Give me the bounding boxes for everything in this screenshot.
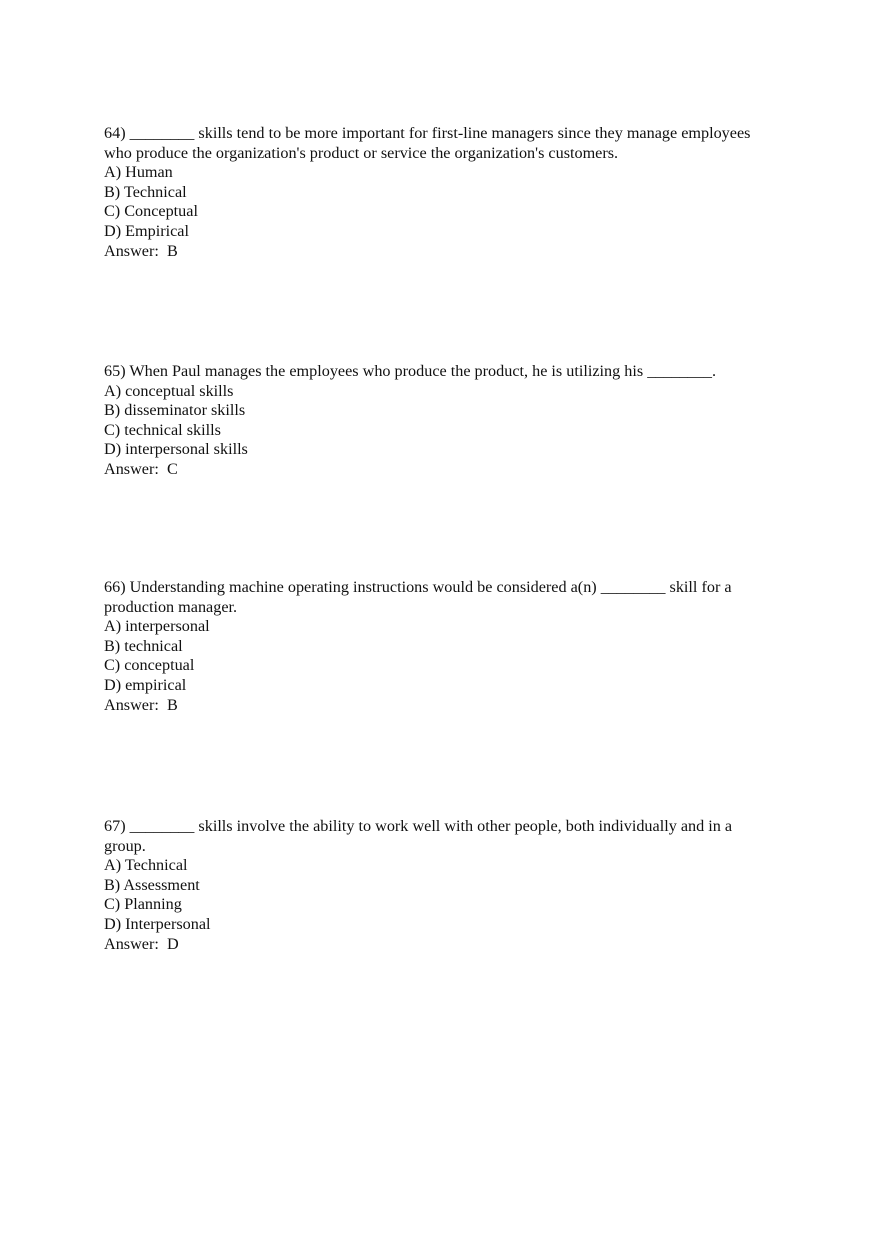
option-d: D) empirical xyxy=(104,675,187,694)
option-a: A) Human xyxy=(104,163,173,182)
answer-key: Answer: C xyxy=(104,459,178,478)
option-d: D) Empirical xyxy=(104,221,189,240)
question-stem: 66) Understanding machine operating instructions would be considered a(n) ________ skill for a production manager. xyxy=(104,578,732,616)
answer-options xyxy=(104,163,776,241)
option-d: D) interpersonal skills xyxy=(104,440,248,459)
option-b: B) Technical xyxy=(104,182,187,201)
answer-key: Answer: B xyxy=(104,695,178,714)
answer-options xyxy=(104,856,776,934)
question-65 xyxy=(104,362,776,480)
question-64 xyxy=(104,124,776,261)
question-67 xyxy=(104,817,776,954)
option-a: A) conceptual skills xyxy=(104,381,234,400)
option-c: C) Conceptual xyxy=(104,202,198,221)
option-c: C) Planning xyxy=(104,895,182,914)
option-b: B) Assessment xyxy=(104,875,200,894)
question-66 xyxy=(104,578,776,715)
option-a: A) interpersonal xyxy=(104,617,210,636)
answer-key: Answer: B xyxy=(104,241,178,260)
answer-options xyxy=(104,382,776,460)
option-b: B) disseminator skills xyxy=(104,401,246,420)
option-a: A) Technical xyxy=(104,856,188,875)
option-d: D) Interpersonal xyxy=(104,914,211,933)
option-c: C) conceptual xyxy=(104,656,195,675)
option-c: C) technical skills xyxy=(104,420,221,439)
question-stem: 67) ________ skills involve the ability to work well with other people, both individually and in a group. xyxy=(104,817,733,855)
question-stem: 65) When Paul manages the employees who produce the product, he is utilizing his ________. xyxy=(104,362,717,380)
answer-options xyxy=(104,617,776,695)
question-stem: 64) ________ skills tend to be more important for first-line managers since they manage employees who produce the organization's product or service the organization's customers. xyxy=(104,124,751,162)
option-b: B) technical xyxy=(104,636,183,655)
answer-key: Answer: D xyxy=(104,934,179,953)
